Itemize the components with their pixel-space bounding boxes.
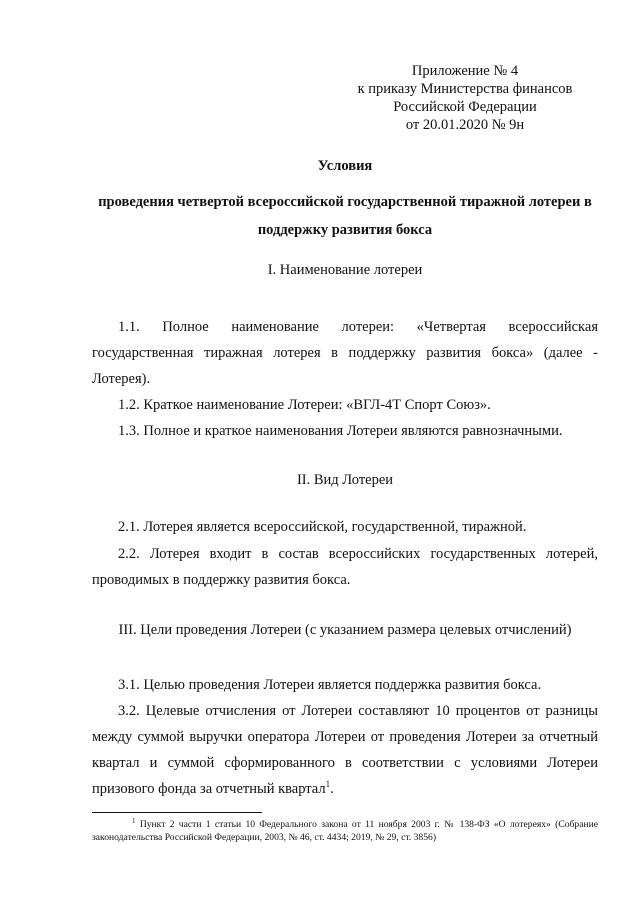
appendix-country: Российской Федерации: [393, 99, 537, 115]
appendix-date: от 20.01.2020 № 9н: [405, 117, 525, 133]
paragraph-1-3: 1.3. Полное и краткое наименования Лотереи являются равнозначными.: [118, 423, 563, 439]
paragraph-1-2: 1.2. Краткое наименование Лотереи: «ВГЛ-4Т Спорт Союз».: [118, 397, 491, 413]
paragraph-2-2: 2.2. Лотерея входит в состав всероссийских государственных лотерей, проводимых в поддержку развития бокса.: [92, 546, 598, 588]
paragraph-1-1: 1.1. Полное наименование лотереи: «Четвертая всероссийская государственная тиражная лотерея в поддержку развития бокса» (далее - Лотерея).: [92, 319, 598, 387]
appendix-header: [345, 62, 585, 134]
footnote-marker: 1: [132, 816, 136, 825]
footnote-divider: [92, 812, 262, 813]
paragraph-3-2-text: 3.2. Целевые отчисления от Лотереи составляют 10 процентов от разницы между суммой выручки оператора Лотереи от проведения Лотереи за отчетный квартал и суммой сформированного в соответствии с условиями Лотереи призового фонда за отчетный квартал: [92, 703, 598, 797]
appendix-order-ref: к приказу Министерства финансов: [357, 81, 573, 97]
footnote-reference: 1: [325, 779, 331, 790]
footnote-text: Пункт 2 части 1 статьи 10 Федерального закона от 11 ноября 2003 г. № 138-ФЗ «О лотереях» (Собрание законодательства Российской Федерации, 2003, № 46, ст. 4434; 2019, № 29, ст. 3856): [92, 819, 598, 843]
paragraph-3-2: [92, 698, 598, 802]
paragraph-3-1: 3.1. Целью проведения Лотереи является поддержка развития бокса.: [118, 677, 542, 693]
footnote: [92, 818, 598, 844]
paragraph-2-1: 2.1. Лотерея является всероссийской, государственной, тиражной.: [118, 519, 527, 535]
title-heading: Условия: [317, 158, 373, 174]
section-heading-3: III. Цели проведения Лотереи (с указанием размера целевых отчислений): [118, 622, 572, 638]
section-heading-2: II. Вид Лотереи: [296, 472, 394, 488]
appendix-number: Приложение № 4: [411, 63, 519, 79]
document-title: [90, 156, 600, 244]
section-heading-1: I. Наименование лотереи: [267, 262, 423, 278]
paragraph-3-2-end: .: [330, 781, 334, 797]
title-subheading: проведения четвертой всероссийской государственной тиражной лотереи в поддержку развития бокса: [98, 194, 592, 238]
